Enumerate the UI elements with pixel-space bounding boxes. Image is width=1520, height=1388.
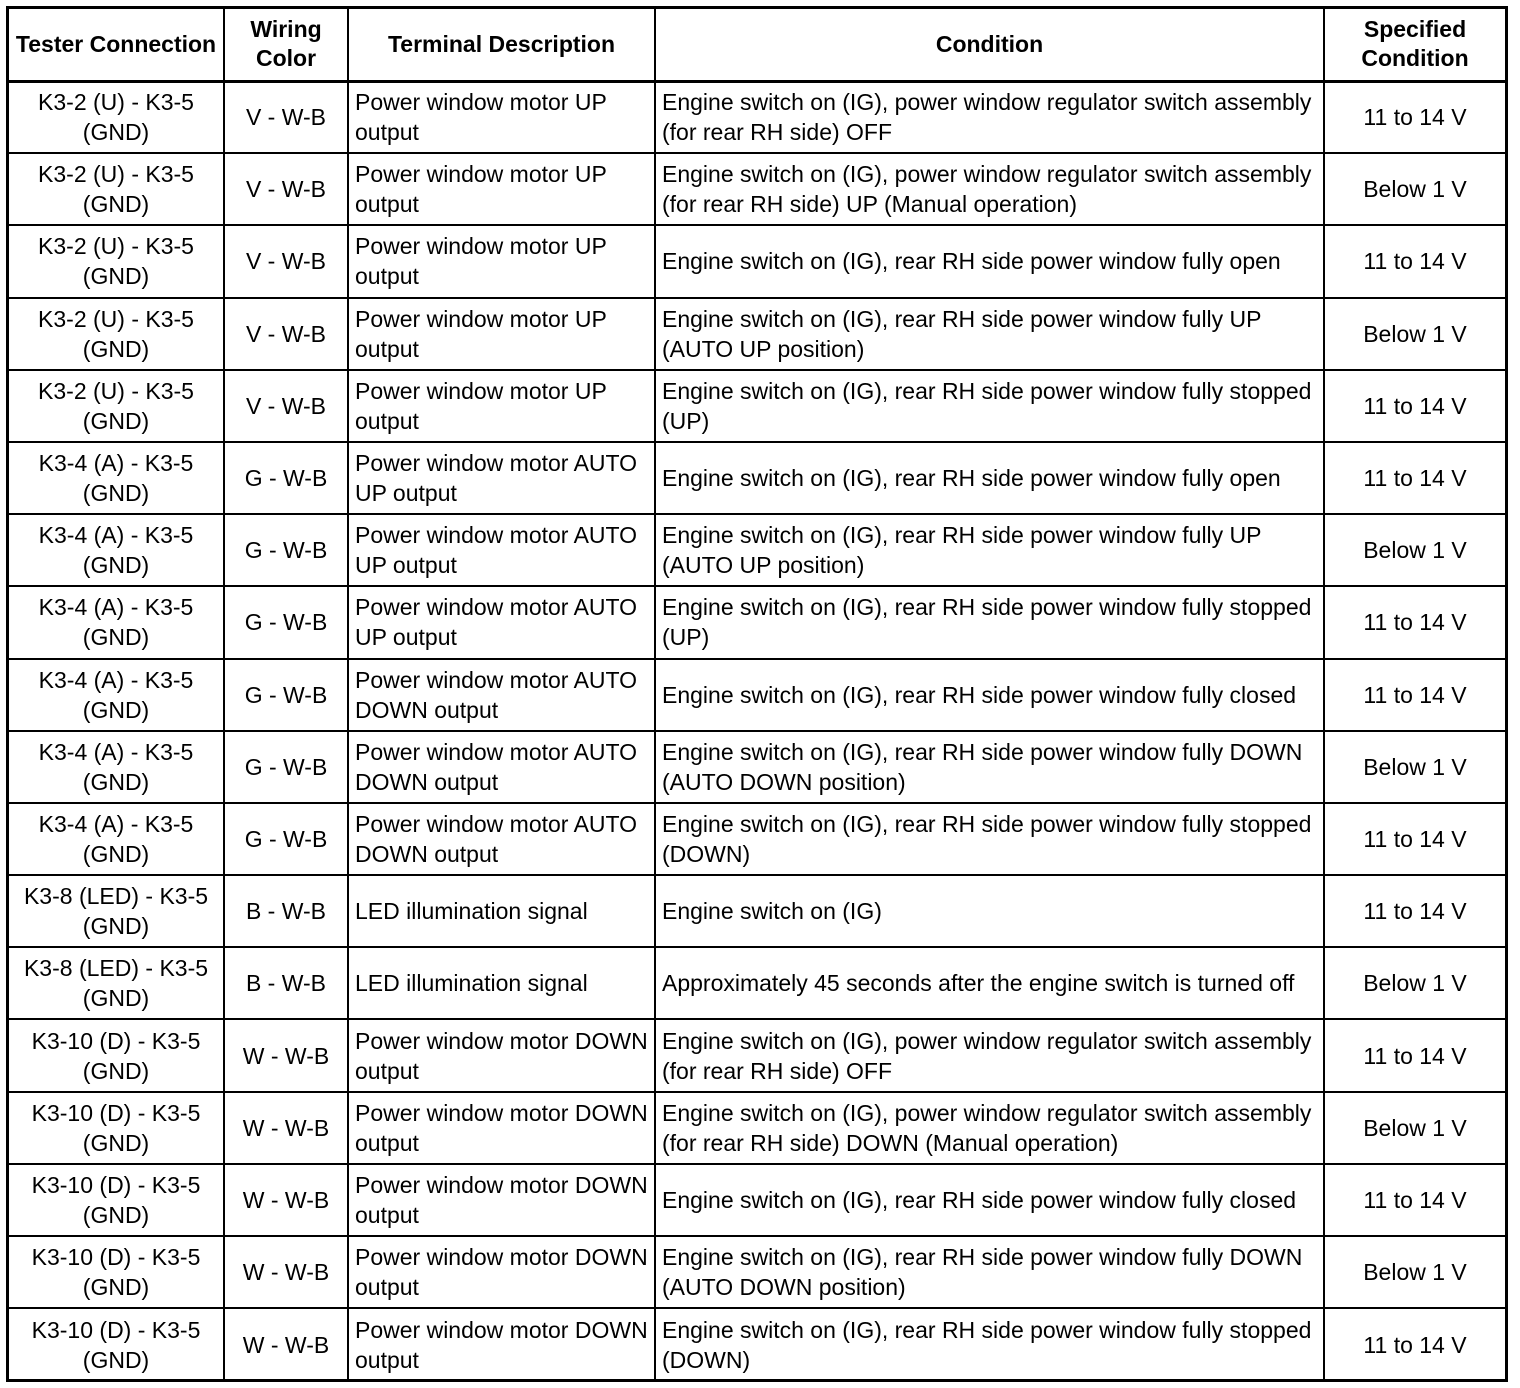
- cell-terminal-description: Power window motor DOWN output: [348, 1236, 655, 1308]
- cell-wiring-color: B - W-B: [224, 875, 348, 947]
- cell-tester-connection: K3-10 (D) - K3-5 (GND): [9, 1164, 224, 1236]
- cell-specified-condition: Below 1 V: [1324, 1092, 1505, 1164]
- cell-terminal-description: Power window motor DOWN output: [348, 1164, 655, 1236]
- cell-terminal-description: Power window motor AUTO DOWN output: [348, 731, 655, 803]
- cell-wiring-color: W - W-B: [224, 1019, 348, 1091]
- table-row: [9, 153, 1505, 225]
- cell-wiring-color: W - W-B: [224, 1092, 348, 1164]
- cell-specified-condition: 11 to 14 V: [1324, 1019, 1505, 1091]
- table-row: [9, 81, 1505, 153]
- cell-tester-connection: K3-4 (A) - K3-5 (GND): [9, 442, 224, 514]
- cell-condition: Engine switch on (IG), rear RH side power window fully DOWN (AUTO DOWN position): [655, 1236, 1324, 1308]
- cell-tester-connection: K3-2 (U) - K3-5 (GND): [9, 298, 224, 370]
- cell-specified-condition: 11 to 14 V: [1324, 803, 1505, 875]
- cell-terminal-description: LED illumination signal: [348, 875, 655, 947]
- cell-condition: Engine switch on (IG), rear RH side power window fully stopped (DOWN): [655, 1308, 1324, 1380]
- cell-wiring-color: W - W-B: [224, 1164, 348, 1236]
- cell-tester-connection: K3-4 (A) - K3-5 (GND): [9, 586, 224, 658]
- cell-terminal-description: Power window motor UP output: [348, 81, 655, 153]
- header-specified-condition: Specified Condition: [1324, 9, 1505, 81]
- cell-condition: Approximately 45 seconds after the engine switch is turned off: [655, 947, 1324, 1019]
- cell-tester-connection: K3-8 (LED) - K3-5 (GND): [9, 875, 224, 947]
- cell-tester-connection: K3-2 (U) - K3-5 (GND): [9, 225, 224, 297]
- table-row: [9, 298, 1505, 370]
- cell-specified-condition: 11 to 14 V: [1324, 442, 1505, 514]
- cell-condition: Engine switch on (IG): [655, 875, 1324, 947]
- table-row: [9, 1019, 1505, 1091]
- cell-wiring-color: G - W-B: [224, 659, 348, 731]
- cell-tester-connection: K3-10 (D) - K3-5 (GND): [9, 1236, 224, 1308]
- cell-wiring-color: G - W-B: [224, 442, 348, 514]
- cell-terminal-description: Power window motor UP output: [348, 225, 655, 297]
- cell-terminal-description: LED illumination signal: [348, 947, 655, 1019]
- cell-condition: Engine switch on (IG), rear RH side power window fully open: [655, 225, 1324, 297]
- table-row: [9, 875, 1505, 947]
- cell-condition: Engine switch on (IG), rear RH side power window fully stopped (UP): [655, 586, 1324, 658]
- table-row: [9, 514, 1505, 586]
- table-row: [9, 947, 1505, 1019]
- cell-terminal-description: Power window motor AUTO UP output: [348, 442, 655, 514]
- table-body: [9, 81, 1505, 1380]
- cell-condition: Engine switch on (IG), rear RH side power window fully UP (AUTO UP position): [655, 298, 1324, 370]
- header-condition: Condition: [655, 9, 1324, 81]
- cell-wiring-color: B - W-B: [224, 947, 348, 1019]
- cell-condition: Engine switch on (IG), rear RH side power window fully closed: [655, 659, 1324, 731]
- cell-tester-connection: K3-2 (U) - K3-5 (GND): [9, 370, 224, 442]
- cell-wiring-color: W - W-B: [224, 1308, 348, 1380]
- cell-terminal-description: Power window motor DOWN output: [348, 1308, 655, 1380]
- cell-condition: Engine switch on (IG), power window regulator switch assembly (for rear RH side) DOWN (Manual operation): [655, 1092, 1324, 1164]
- cell-specified-condition: 11 to 14 V: [1324, 225, 1505, 297]
- header-terminal-description: Terminal Description: [348, 9, 655, 81]
- cell-condition: Engine switch on (IG), rear RH side power window fully open: [655, 442, 1324, 514]
- cell-condition: Engine switch on (IG), rear RH side power window fully stopped (DOWN): [655, 803, 1324, 875]
- table-row: [9, 803, 1505, 875]
- cell-condition: Engine switch on (IG), power window regulator switch assembly (for rear RH side) UP (Manual operation): [655, 153, 1324, 225]
- cell-tester-connection: K3-8 (LED) - K3-5 (GND): [9, 947, 224, 1019]
- table-row: [9, 1092, 1505, 1164]
- table-row: [9, 370, 1505, 442]
- cell-specified-condition: Below 1 V: [1324, 731, 1505, 803]
- cell-terminal-description: Power window motor AUTO DOWN output: [348, 659, 655, 731]
- table-row: [9, 225, 1505, 297]
- cell-specified-condition: Below 1 V: [1324, 298, 1505, 370]
- table-row: [9, 1236, 1505, 1308]
- cell-specified-condition: 11 to 14 V: [1324, 1308, 1505, 1380]
- cell-specified-condition: Below 1 V: [1324, 514, 1505, 586]
- cell-specified-condition: Below 1 V: [1324, 1236, 1505, 1308]
- cell-terminal-description: Power window motor UP output: [348, 370, 655, 442]
- table-row: [9, 731, 1505, 803]
- cell-terminal-description: Power window motor UP output: [348, 153, 655, 225]
- header-tester-connection: Tester Connection: [9, 9, 224, 81]
- cell-tester-connection: K3-10 (D) - K3-5 (GND): [9, 1308, 224, 1380]
- cell-specified-condition: 11 to 14 V: [1324, 370, 1505, 442]
- header-row: [9, 9, 1505, 81]
- cell-specified-condition: 11 to 14 V: [1324, 81, 1505, 153]
- cell-tester-connection: K3-10 (D) - K3-5 (GND): [9, 1092, 224, 1164]
- cell-wiring-color: V - W-B: [224, 298, 348, 370]
- cell-condition: Engine switch on (IG), rear RH side power window fully closed: [655, 1164, 1324, 1236]
- cell-tester-connection: K3-2 (U) - K3-5 (GND): [9, 81, 224, 153]
- cell-specified-condition: 11 to 14 V: [1324, 1164, 1505, 1236]
- cell-wiring-color: G - W-B: [224, 803, 348, 875]
- cell-condition: Engine switch on (IG), rear RH side power window fully stopped (UP): [655, 370, 1324, 442]
- terminal-spec-table-frame: [6, 6, 1508, 1382]
- cell-wiring-color: V - W-B: [224, 370, 348, 442]
- table-row: [9, 442, 1505, 514]
- cell-specified-condition: Below 1 V: [1324, 153, 1505, 225]
- cell-wiring-color: V - W-B: [224, 225, 348, 297]
- cell-tester-connection: K3-4 (A) - K3-5 (GND): [9, 731, 224, 803]
- cell-wiring-color: V - W-B: [224, 153, 348, 225]
- cell-specified-condition: Below 1 V: [1324, 947, 1505, 1019]
- cell-wiring-color: G - W-B: [224, 586, 348, 658]
- cell-condition: Engine switch on (IG), power window regulator switch assembly (for rear RH side) OFF: [655, 1019, 1324, 1091]
- cell-tester-connection: K3-2 (U) - K3-5 (GND): [9, 153, 224, 225]
- cell-terminal-description: Power window motor DOWN output: [348, 1092, 655, 1164]
- cell-wiring-color: V - W-B: [224, 81, 348, 153]
- table-row: [9, 586, 1505, 658]
- cell-wiring-color: W - W-B: [224, 1236, 348, 1308]
- cell-specified-condition: 11 to 14 V: [1324, 875, 1505, 947]
- cell-condition: Engine switch on (IG), power window regulator switch assembly (for rear RH side) OFF: [655, 81, 1324, 153]
- cell-terminal-description: Power window motor DOWN output: [348, 1019, 655, 1091]
- cell-terminal-description: Power window motor AUTO UP output: [348, 586, 655, 658]
- cell-wiring-color: G - W-B: [224, 731, 348, 803]
- cell-wiring-color: G - W-B: [224, 514, 348, 586]
- cell-specified-condition: 11 to 14 V: [1324, 659, 1505, 731]
- cell-condition: Engine switch on (IG), rear RH side power window fully UP (AUTO UP position): [655, 514, 1324, 586]
- table-row: [9, 1308, 1505, 1380]
- table-row: [9, 659, 1505, 731]
- cell-terminal-description: Power window motor AUTO UP output: [348, 514, 655, 586]
- cell-tester-connection: K3-10 (D) - K3-5 (GND): [9, 1019, 224, 1091]
- header-wiring-color: Wiring Color: [224, 9, 348, 81]
- cell-tester-connection: K3-4 (A) - K3-5 (GND): [9, 514, 224, 586]
- cell-tester-connection: K3-4 (A) - K3-5 (GND): [9, 659, 224, 731]
- cell-terminal-description: Power window motor UP output: [348, 298, 655, 370]
- table-row: [9, 1164, 1505, 1236]
- cell-terminal-description: Power window motor AUTO DOWN output: [348, 803, 655, 875]
- cell-condition: Engine switch on (IG), rear RH side power window fully DOWN (AUTO DOWN position): [655, 731, 1324, 803]
- terminal-spec-table: [9, 9, 1505, 1380]
- cell-specified-condition: 11 to 14 V: [1324, 586, 1505, 658]
- cell-tester-connection: K3-4 (A) - K3-5 (GND): [9, 803, 224, 875]
